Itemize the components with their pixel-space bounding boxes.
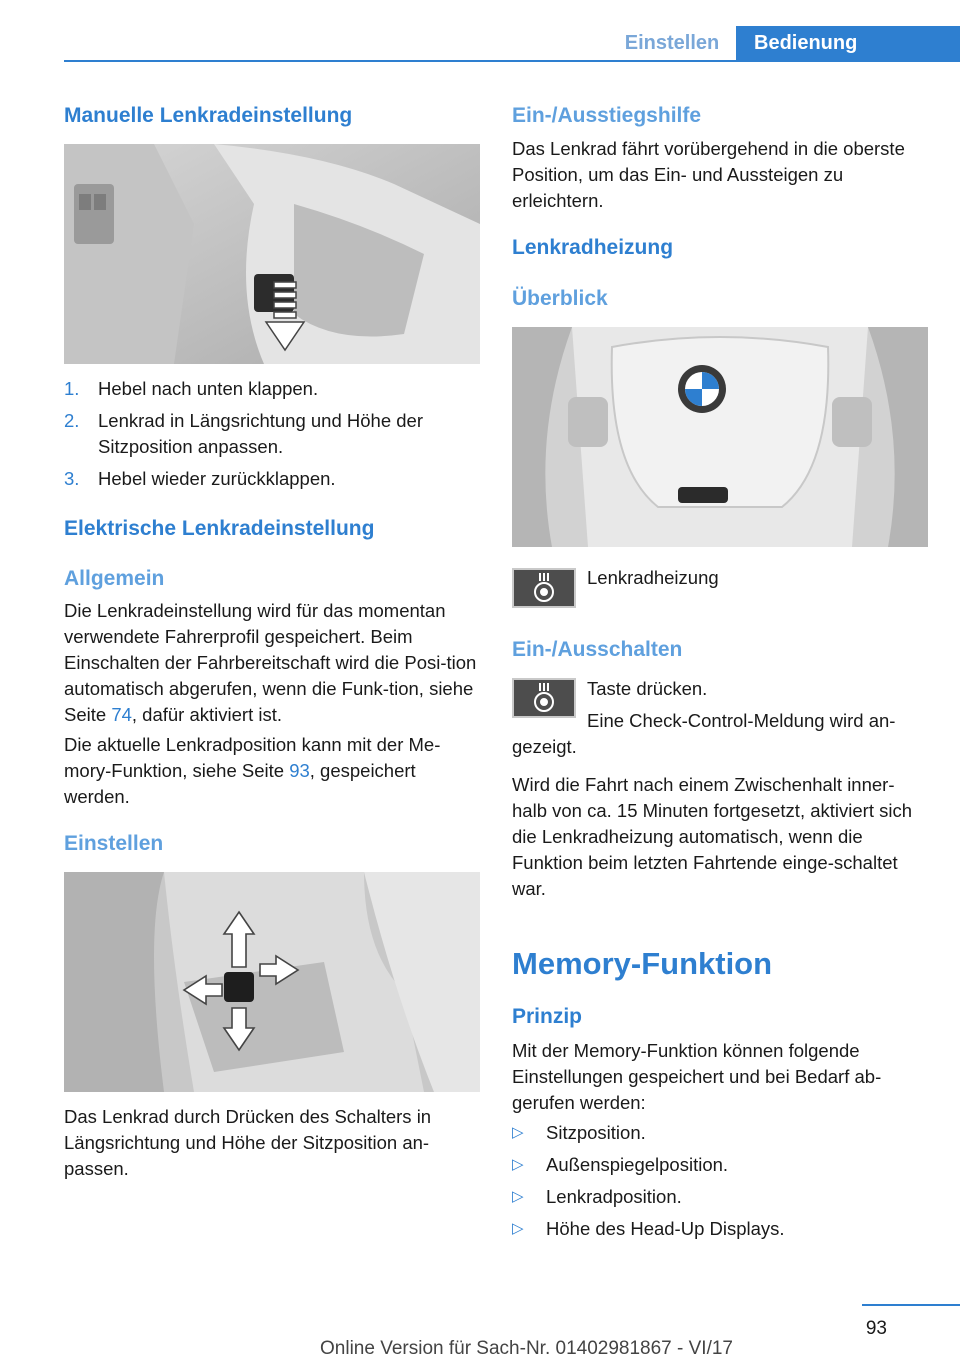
list-item: ▷ Lenkradposition. (512, 1184, 928, 1210)
bullet-triangle-icon: ▷ (512, 1188, 524, 1205)
step-text: Hebel nach unten klappen. (98, 378, 319, 399)
steering-heating-icon (512, 568, 576, 608)
header-rule (64, 60, 960, 62)
steps-list (64, 376, 480, 498)
step-number: 3. (64, 468, 80, 489)
list-item (64, 408, 480, 460)
bullet-triangle-icon: ▷ (512, 1220, 524, 1237)
image-steering-lever (64, 144, 480, 364)
step-number: 2. (64, 410, 80, 431)
paragraph-memory-ref: Die aktuelle Lenkradposition kann mit der Me‐mory-Funktion, siehe Seite 93, gespeichert werden. (64, 734, 441, 807)
paragraph-principle: Mit der Memory-Funktion können folgende Einstellungen gespeichert und bei Bedarf ab‐gerufen werden: (512, 1040, 882, 1113)
step-text: Hebel wieder zurückklappen. (98, 468, 336, 489)
heading-steering-heating: Lenkradheizung (512, 236, 674, 259)
page-number: 93 (865, 1318, 887, 1339)
heading-general: Allgemein (64, 567, 165, 590)
heading-memory-function: Memory-Funktion (512, 946, 773, 981)
memory-list (512, 1120, 928, 1248)
paragraph-press: Taste drücken. (587, 678, 708, 699)
image-steering-switch (64, 872, 480, 1092)
heading-principle: Prinzip (512, 1005, 583, 1028)
icon-caption: Lenkradheizung (587, 567, 719, 588)
list-item: ▷ Sitzposition. (512, 1120, 928, 1146)
list-item (64, 376, 480, 402)
list-item (64, 466, 480, 492)
step-text: Lenkrad in Längsrichtung und Höhe der Sitzposition anpassen. (98, 410, 424, 457)
page-link-74[interactable]: 74 (111, 704, 132, 725)
heading-manual-adjust: Manuelle Lenkradeinstellung (64, 104, 353, 127)
tab-bedienung[interactable]: Bedienung (736, 26, 960, 62)
footer-online-version: Online Version für Sach-Nr. 01402981867 - VI/17 (320, 1338, 733, 1359)
list-item: ▷ Außenspiegelposition. (512, 1152, 928, 1178)
paragraph-general: Die Lenkradeinstellung wird für das momentan verwendete Fahrerprofil gespeichert. Beim Einschalten der Fahrbereitschaft wird die Posi‐tion automatisch abgerufen, wenn die Funk‐tion, siehe Seite 74, dafür aktiviert ist. (64, 600, 477, 725)
header-tabs (0, 26, 960, 62)
paragraph-check-control: Eine Check-Control-Meldung wird an‐gezeigt. (512, 710, 896, 757)
heading-electric-adjust: Elektrische Lenkradeinstellung (64, 517, 375, 540)
heading-on-off: Ein-/Ausschalten (512, 638, 683, 661)
paragraph-adjust: Das Lenkrad durch Drücken des Schalters in Längsrichtung und Höhe der Sitzposition an‐passen. (64, 1106, 432, 1179)
bullet-triangle-icon: ▷ (512, 1124, 524, 1141)
image-steering-wheel (512, 327, 928, 547)
heading-overview: Überblick (512, 287, 608, 310)
step-number: 1. (64, 378, 80, 399)
footer-rule (862, 1304, 960, 1306)
paragraph-exit-aid: Das Lenkrad fährt vorübergehend in die oberste Position, um das Ein- und Aussteigen zu erleichtern. (512, 138, 905, 211)
page-link-93[interactable]: 93 (289, 760, 310, 781)
heading-exit-aid: Ein-/Ausstiegshilfe (512, 104, 702, 127)
heading-adjust: Einstellen (64, 832, 164, 855)
paragraph-resume: Wird die Fahrt nach einem Zwischenhalt inner‐halb von ca. 15 Minuten fortgesetzt, aktiviert sich die Lenkradheizung automatisch, wenn die Funktion beim letzten Fahrtende einge‐schaltet war. (512, 774, 913, 899)
tab-einstellen[interactable]: Einstellen (624, 32, 720, 54)
bullet-triangle-icon: ▷ (512, 1156, 524, 1173)
list-item: ▷ Höhe des Head-Up Displays. (512, 1216, 928, 1242)
